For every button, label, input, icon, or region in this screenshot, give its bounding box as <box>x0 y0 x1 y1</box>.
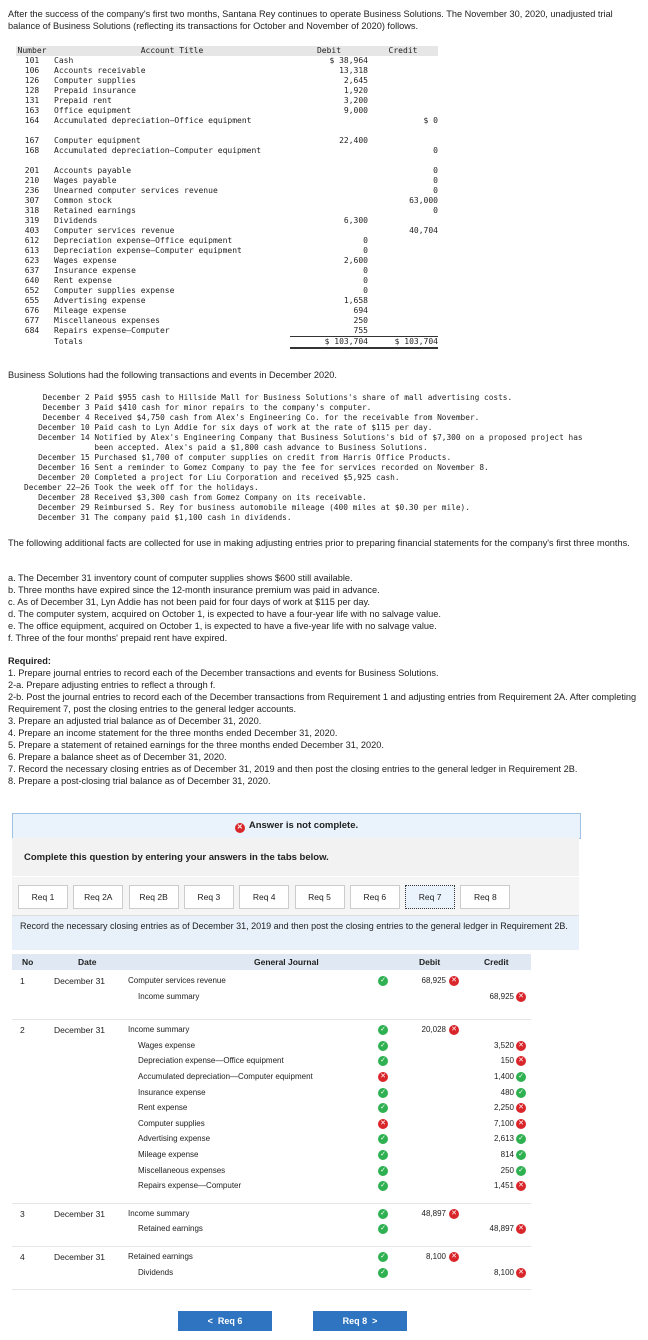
check-icon: ✓ <box>516 1072 526 1082</box>
tb-credit <box>368 136 438 146</box>
credit-field[interactable]: 150 <box>500 1056 514 1066</box>
check-icon: ✓ <box>516 1150 526 1160</box>
x-circle-icon: ✕ <box>516 1181 526 1191</box>
tb-account-number: 640 <box>24 276 40 285</box>
debit-field[interactable] <box>404 1164 446 1178</box>
account-field[interactable]: Depreciation expense—Office equipment <box>138 1056 284 1066</box>
x-circle-icon: ✕ <box>378 1119 388 1129</box>
tb-row <box>16 216 438 226</box>
tb-credit <box>368 246 438 256</box>
debit-field[interactable]: 20,028 <box>421 1025 446 1035</box>
required-item: 2-a. Prepare adjusting entries to reflect a through f. <box>8 680 216 690</box>
tb-account-number: 403 <box>24 226 40 235</box>
tb-credit <box>368 276 438 286</box>
x-circle-icon: ✕ <box>449 1252 459 1262</box>
tb-account-number: 623 <box>24 256 40 265</box>
credit-field[interactable] <box>470 1250 514 1264</box>
transaction-line: December 2 Paid $955 cash to Hillside Mall for Business Solutions's share of mall advertising costs. <box>24 393 513 402</box>
check-icon: ✓ <box>378 1209 388 1219</box>
tb-credit <box>368 66 438 76</box>
tb-debit: 13,318 <box>339 66 368 75</box>
entry-number: 4 <box>20 1252 25 1262</box>
credit-field[interactable]: 2,613 <box>493 1134 514 1144</box>
tb-credit <box>368 56 438 66</box>
required-item: 5. Prepare a statement of retained earnings for the three months ended December 31, 2020. <box>8 740 384 750</box>
tb-credit <box>368 316 438 326</box>
x-circle-icon: ✕ <box>516 1056 526 1066</box>
entry-separator <box>12 1019 531 1020</box>
intro-text: After the success of the company's first two months, Santana Rey continues to operate Business Solutions. The November 30, 2020, unadjusted trial balance of Business Solutions (reflecting its transactions for October and November of 2020) follows. <box>8 9 613 31</box>
tb-account-title: Accounts payable <box>54 166 132 175</box>
required-item: 3. Prepare an adjusted trial balance as of December 31, 2020. <box>8 716 262 726</box>
transaction-line: December 4 Received $4,750 cash from Alex's Engineering Co. for the receivable from November. <box>24 413 480 422</box>
credit-field[interactable]: 8,100 <box>493 1267 514 1277</box>
tb-row <box>16 326 438 337</box>
required-item: 6. Prepare a balance sheet as of December 31, 2020. <box>8 752 227 762</box>
tab-req-4[interactable]: Req 4 <box>239 885 289 909</box>
tb-debit: 2,645 <box>343 76 368 85</box>
tb-credit <box>368 236 438 246</box>
tb-debit: $ 38,964 <box>329 56 368 65</box>
debit-field[interactable] <box>404 1039 446 1053</box>
tb-credit <box>368 256 438 266</box>
credit-field[interactable]: 480 <box>500 1087 514 1097</box>
check-icon: ✓ <box>378 1150 388 1160</box>
x-circle-icon: ✕ <box>516 1268 526 1278</box>
x-circle-icon: ✕ <box>516 1119 526 1129</box>
check-icon: ✓ <box>516 1088 526 1098</box>
tb-row <box>16 66 438 76</box>
x-circle-icon: ✕ <box>235 823 245 833</box>
tb-credit: 63,000 <box>409 196 438 205</box>
tb-account-title: Wages payable <box>54 176 117 185</box>
tb-account-number: 318 <box>24 206 40 215</box>
entry-number: 3 <box>20 1208 25 1219</box>
tab-req-6[interactable]: Req 6 <box>350 885 400 909</box>
tb-account-number: 128 <box>24 86 40 95</box>
tb-credit: 0 <box>433 186 438 195</box>
tb-account-title: Cash <box>54 56 74 65</box>
facts-list <box>8 572 638 644</box>
tb-row <box>16 196 438 206</box>
transaction-line: December 14 Notified by Alex's Engineering Company that Business Solutions's bid of $7,300 on a proposed project has <box>24 433 583 442</box>
tb-debit: 6,300 <box>343 216 368 225</box>
tb-debit <box>290 146 368 166</box>
check-icon: ✓ <box>378 1224 388 1234</box>
tb-credit: $ 0 <box>423 116 438 125</box>
tb-row <box>16 316 438 326</box>
tb-account-title: Accounts receivable <box>54 66 146 75</box>
tb-account-number: 612 <box>24 236 40 245</box>
tb-account-title: Prepaid insurance <box>54 86 136 95</box>
debit-field[interactable] <box>404 1222 446 1236</box>
tb-credit: 0 <box>433 206 438 215</box>
account-field[interactable]: Computer supplies <box>138 1118 205 1128</box>
tb-row <box>16 256 438 266</box>
tb-account-title: Advertising expense <box>54 296 146 305</box>
tb-account-number: 319 <box>24 216 40 225</box>
tb-row <box>16 286 438 296</box>
tb-account-number: 613 <box>24 246 40 255</box>
account-field[interactable]: Wages expense <box>138 1040 196 1050</box>
check-icon: ✓ <box>378 1041 388 1051</box>
x-circle-icon: ✕ <box>449 1025 459 1035</box>
account-field[interactable]: Insurance expense <box>138 1087 206 1097</box>
answer-status-banner: ✕ Answer is not complete. <box>12 813 581 839</box>
debit-field[interactable]: 48,897 <box>421 1208 446 1218</box>
account-field[interactable]: Mileage expense <box>138 1150 199 1159</box>
tab-bar <box>12 877 579 916</box>
check-icon: ✓ <box>378 1252 388 1262</box>
transaction-line: December 22–26 Took the week off for the holidays. <box>24 483 259 492</box>
tb-credit <box>368 216 438 226</box>
tb-header-number: Number <box>17 46 47 55</box>
credit-field[interactable]: 814 <box>500 1150 514 1159</box>
tb-debit <box>290 116 368 136</box>
credit-field[interactable]: 3,520 <box>493 1040 514 1050</box>
tb-account-title: Computer supplies <box>54 76 136 85</box>
required-item: 7. Record the necessary closing entries as of December 31, 2019 and then post the closing entries to the general ledger in Requirement 2B. <box>8 764 578 774</box>
next-req-button[interactable]: Req 8 > <box>313 1311 407 1331</box>
fact-item: d. The computer system, acquired on October 1, is expected to have a four-year life with no salvage value. <box>8 609 441 619</box>
tb-account-title: Accumulated depreciation—Computer equipment <box>54 146 262 155</box>
tb-row <box>16 106 438 116</box>
x-circle-icon: ✕ <box>516 992 526 1002</box>
tb-account-number: 677 <box>24 316 40 325</box>
tb-credit <box>368 86 438 96</box>
tb-credit <box>368 286 438 296</box>
tb-row <box>16 76 438 86</box>
tb-debit <box>290 206 368 216</box>
transaction-line: December 3 Paid $410 cash for minor repairs to the company's computer. <box>24 403 372 412</box>
tab-req-2a[interactable]: Req 2A <box>73 885 123 909</box>
tb-account-title: Unearned computer services revenue <box>54 186 218 195</box>
tb-account-title: Office equipment <box>54 106 132 115</box>
debit-field[interactable] <box>404 1070 446 1084</box>
tb-row <box>16 136 438 146</box>
tb-credit <box>368 266 438 276</box>
journal-header-credit: Credit <box>484 957 509 967</box>
tb-account-number: 652 <box>24 286 40 295</box>
tb-row <box>16 176 438 186</box>
tb-account-title: Computer supplies expense <box>54 286 175 295</box>
debit-field[interactable] <box>404 990 446 1004</box>
x-circle-icon: ✕ <box>449 1209 459 1219</box>
debit-field[interactable] <box>404 1179 446 1193</box>
debit-field[interactable] <box>404 1117 446 1131</box>
debit-field[interactable]: 68,925 <box>421 976 446 985</box>
tb-account-title: Computer services revenue <box>54 226 175 235</box>
debit-field[interactable] <box>404 1086 446 1100</box>
tb-account-title: Rent expense <box>54 276 112 285</box>
tb-account-number: 655 <box>24 296 40 305</box>
check-icon: ✓ <box>378 1025 388 1035</box>
tb-row <box>16 226 438 236</box>
credit-field[interactable] <box>470 974 514 988</box>
tb-debit: 1,658 <box>343 296 368 305</box>
tb-row <box>16 166 438 176</box>
tb-header-credit: Credit <box>368 46 438 56</box>
required-item: 8. Prepare a post-closing trial balance as of December 31, 2020. <box>8 776 271 786</box>
account-field[interactable]: Retained earnings <box>128 1252 193 1261</box>
x-circle-icon: ✕ <box>516 1224 526 1234</box>
tb-row <box>16 116 438 136</box>
tb-account-title: Common stock <box>54 196 112 205</box>
tb-account-number: 236 <box>24 186 40 195</box>
transaction-line: December 29 Reimbursed S. Rey for business automobile mileage (400 miles at $0.30 per mile). <box>24 503 470 512</box>
tb-row <box>16 186 438 196</box>
tb-row <box>16 276 438 286</box>
tb-debit: 0 <box>363 246 368 255</box>
tb-credit <box>368 326 438 337</box>
required-item: 2-b. Post the journal entries to record each of the December transactions from Requirement 1 and adjusting entries from Requirement 2A. After completing Requirement 7, post the closing entries to the general ledger accounts. <box>8 692 637 714</box>
tb-account-number: 126 <box>24 76 40 85</box>
tb-account-number: 210 <box>24 176 40 185</box>
tb-header-title: Account Title <box>48 46 290 56</box>
tb-debit <box>290 186 368 196</box>
tb-header-debit: Debit <box>290 46 368 56</box>
entry-date[interactable]: December 31 <box>54 1025 106 1036</box>
tb-debit: 1,920 <box>343 86 368 95</box>
x-circle-icon: ✕ <box>516 1041 526 1051</box>
x-circle-icon: ✕ <box>449 976 459 986</box>
entry-date[interactable]: December 31 <box>54 1208 106 1219</box>
tb-debit: 694 <box>353 306 368 315</box>
tb-account-number: 106 <box>24 66 40 75</box>
transaction-line: December 15 Purchased $1,700 of computer supplies on credit from Harris Office Products. <box>24 453 452 462</box>
tb-account-number: 201 <box>24 166 40 175</box>
transactions-intro: Business Solutions had the following transactions and events in December 2020. <box>8 370 337 380</box>
entry-separator <box>12 1203 531 1204</box>
credit-field[interactable] <box>470 1023 514 1037</box>
tb-account-title: Prepaid rent <box>54 96 112 105</box>
check-icon: ✓ <box>378 1181 388 1191</box>
check-icon: ✓ <box>378 1268 388 1278</box>
debit-field[interactable] <box>404 1148 446 1162</box>
tb-credit: 0 <box>433 146 438 155</box>
credit-field[interactable]: 250 <box>500 1165 514 1175</box>
tb-totals-credit: $ 103,704 <box>368 337 438 349</box>
tb-row <box>16 266 438 276</box>
check-icon: ✓ <box>378 1166 388 1176</box>
x-circle-icon: ✕ <box>516 1103 526 1113</box>
tb-account-title: Depreciation expense—Computer equipment <box>54 246 242 255</box>
entry-date[interactable]: December 31 <box>54 1252 106 1262</box>
tb-account-title: Mileage expense <box>54 306 127 315</box>
tb-account-number: 676 <box>24 306 40 315</box>
transaction-line: December 10 Paid cash to Lyn Addie for six days of work at the rate of $115 per day. <box>24 423 433 432</box>
tb-totals-debit: $ 103,704 <box>290 337 368 349</box>
tb-debit: 0 <box>363 286 368 295</box>
tb-account-title: Insurance expense <box>54 266 136 275</box>
tb-credit: 40,704 <box>409 226 438 235</box>
check-icon: ✓ <box>378 1088 388 1098</box>
tb-account-title: Wages expense <box>54 256 117 265</box>
tb-debit: 3,200 <box>343 96 368 105</box>
check-icon: ✓ <box>378 1103 388 1113</box>
tb-row <box>16 96 438 106</box>
tb-debit: 0 <box>363 266 368 275</box>
transaction-line: December 31 The company paid $1,100 cash in dividends. <box>24 513 292 522</box>
x-circle-icon: ✕ <box>378 1072 388 1082</box>
account-field[interactable]: Miscellaneous expenses <box>138 1165 226 1175</box>
tab-req-3[interactable]: Req 3 <box>184 885 234 909</box>
tb-credit <box>368 306 438 316</box>
entry-date[interactable]: December 31 <box>54 976 106 986</box>
tb-row <box>16 296 438 306</box>
tb-row <box>16 236 438 246</box>
entry-number: 1 <box>20 976 25 986</box>
account-field[interactable]: Dividends <box>138 1267 174 1277</box>
tb-credit <box>368 76 438 86</box>
tb-account-number: 167 <box>24 136 40 145</box>
journal-header-account: General Journal <box>254 957 319 967</box>
tb-account-number: 168 <box>24 146 40 155</box>
tab-req-5[interactable]: Req 5 <box>295 885 345 909</box>
tb-credit: 0 <box>433 166 438 175</box>
tb-debit <box>290 166 368 176</box>
tb-row <box>16 306 438 316</box>
tb-totals-spacer <box>16 337 48 349</box>
transaction-line: December 20 Completed a project for Liu Corporation and received $5,925 cash. <box>24 473 400 482</box>
credit-field[interactable]: 48,897 <box>489 1224 514 1234</box>
account-field[interactable]: Advertising expense <box>138 1134 211 1144</box>
fact-item: e. The office equipment, acquired on October 1, is expected to have a five-year life with no salvage value. <box>8 621 437 631</box>
tb-row <box>16 206 438 216</box>
account-field[interactable]: Accumulated depreciation—Computer equipment <box>138 1072 313 1081</box>
tb-totals-label: Totals <box>54 336 83 346</box>
tb-account-number: 163 <box>24 106 40 115</box>
prev-req-button[interactable]: < Req 6 <box>178 1311 272 1331</box>
credit-field[interactable] <box>470 1207 514 1221</box>
tb-account-title: Computer equipment <box>54 136 141 145</box>
tb-account-title: Retained earnings <box>54 206 136 215</box>
tb-row <box>16 56 438 66</box>
facts-intro: The following additional facts are collected for use in making adjusting entries prior to preparing financial statements for the company's first three months. <box>8 538 630 548</box>
account-field[interactable]: Computer services revenue <box>128 976 226 985</box>
complete-prompt: Complete this question by entering your answers in the tabs below. <box>24 852 329 863</box>
tb-account-number: 101 <box>24 56 40 65</box>
required-section <box>8 655 638 787</box>
journal-header <box>12 954 531 970</box>
journal-header-date: Date <box>78 957 97 967</box>
debit-field[interactable] <box>404 1054 446 1068</box>
tb-credit <box>368 296 438 306</box>
journal-header-debit: Debit <box>419 957 441 967</box>
debit-field[interactable]: 8,100 <box>425 1252 446 1261</box>
tb-row <box>16 86 438 96</box>
tab-req-2b[interactable]: Req 2B <box>129 885 179 909</box>
tb-credit <box>368 106 438 116</box>
transactions-list <box>24 393 634 523</box>
tb-account-title: Accumulated depreciation—Office equipment <box>54 116 252 125</box>
account-field[interactable]: Income summary <box>128 1025 190 1035</box>
transaction-line: been accepted. Alex's paid a $1,800 cash advance to Business Solutions. <box>24 443 428 452</box>
tab-req-1[interactable]: Req 1 <box>18 885 68 909</box>
check-icon: ✓ <box>378 1056 388 1066</box>
account-field[interactable]: Retained earnings <box>138 1224 203 1234</box>
debit-field[interactable] <box>404 1101 446 1115</box>
check-icon: ✓ <box>378 976 388 986</box>
fact-item: a. The December 31 inventory count of computer supplies shows $600 still available. <box>8 573 353 583</box>
tb-account-number: 307 <box>24 196 40 205</box>
tb-debit: 0 <box>363 276 368 285</box>
entry-separator <box>12 1289 531 1290</box>
credit-field[interactable]: 2,250 <box>493 1103 514 1113</box>
required-heading: Required: <box>8 656 51 666</box>
tb-account-number: 164 <box>24 116 40 125</box>
tb-debit: 250 <box>353 316 368 325</box>
account-field[interactable]: Income summary <box>128 1208 190 1218</box>
account-field[interactable]: Repairs expense—Computer <box>138 1181 242 1191</box>
journal-header-no: No <box>22 957 34 967</box>
transaction-line: December 16 Sent a reminder to Gomez Company to pay the fee for services recorded on November 8. <box>24 463 489 472</box>
fact-item: f. Three of the four months' prepaid rent have expired. <box>8 633 228 643</box>
entry-number: 2 <box>20 1025 25 1036</box>
entry-separator <box>12 1246 531 1247</box>
tb-debit <box>290 176 368 186</box>
tb-debit: 0 <box>363 236 368 245</box>
tb-debit: 755 <box>353 326 368 335</box>
tb-account-number: 637 <box>24 266 40 275</box>
tb-account-title: Repairs expense—Computer <box>54 326 170 335</box>
tab-req-8[interactable]: Req 8 <box>460 885 510 909</box>
required-item: 1. Prepare journal entries to record each of the December transactions and events for Business Solutions. <box>8 668 439 678</box>
required-item: 4. Prepare an income statement for the three months ended December 31, 2020. <box>8 728 338 738</box>
tb-account-number: 131 <box>24 96 40 105</box>
tab-req-7[interactable]: Req 7 <box>405 885 455 909</box>
account-field[interactable]: Income summary <box>138 991 200 1001</box>
debit-field[interactable] <box>404 1266 446 1280</box>
instructions-panel <box>12 838 579 876</box>
credit-field[interactable]: 68,925 <box>489 991 514 1001</box>
tb-debit: 22,400 <box>339 136 368 145</box>
check-icon: ✓ <box>516 1166 526 1176</box>
fact-item: c. As of December 31, Lyn Addie has not been paid for four days of work at $115 per day. <box>8 597 370 607</box>
tb-row <box>16 246 438 256</box>
tb-row <box>16 146 438 166</box>
check-icon: ✓ <box>516 1134 526 1144</box>
credit-field[interactable]: 1,451 <box>493 1181 514 1191</box>
credit-field[interactable]: 7,100 <box>493 1118 514 1128</box>
tb-account-title: Miscellaneous expenses <box>54 316 160 325</box>
check-icon: ✓ <box>378 1134 388 1144</box>
tb-totals-row <box>16 337 438 349</box>
tb-debit: 9,000 <box>343 106 368 115</box>
tb-debit <box>290 196 368 206</box>
debit-field[interactable] <box>404 1132 446 1146</box>
tab-instruction: Record the necessary closing entries as of December 31, 2019 and then post the closing entries to the general ledger in Requirement 2B. <box>12 916 579 950</box>
tb-debit <box>290 226 368 236</box>
tb-account-title: Dividends <box>54 216 98 225</box>
account-field[interactable]: Rent expense <box>138 1103 188 1113</box>
fact-item: b. Three months have expired since the 12-month insurance premium was paid in advance. <box>8 585 380 595</box>
tb-debit: 2,600 <box>343 256 368 265</box>
tb-credit: 0 <box>433 176 438 185</box>
transaction-line: December 28 Received $3,300 cash from Gomez Company on its receivable. <box>24 493 367 502</box>
trial-balance-table <box>16 46 438 349</box>
credit-field[interactable]: 1,400 <box>493 1072 514 1081</box>
tb-account-title: Depreciation expense—Office equipment <box>54 236 233 245</box>
tb-credit <box>368 96 438 106</box>
tb-account-number: 684 <box>24 326 40 335</box>
